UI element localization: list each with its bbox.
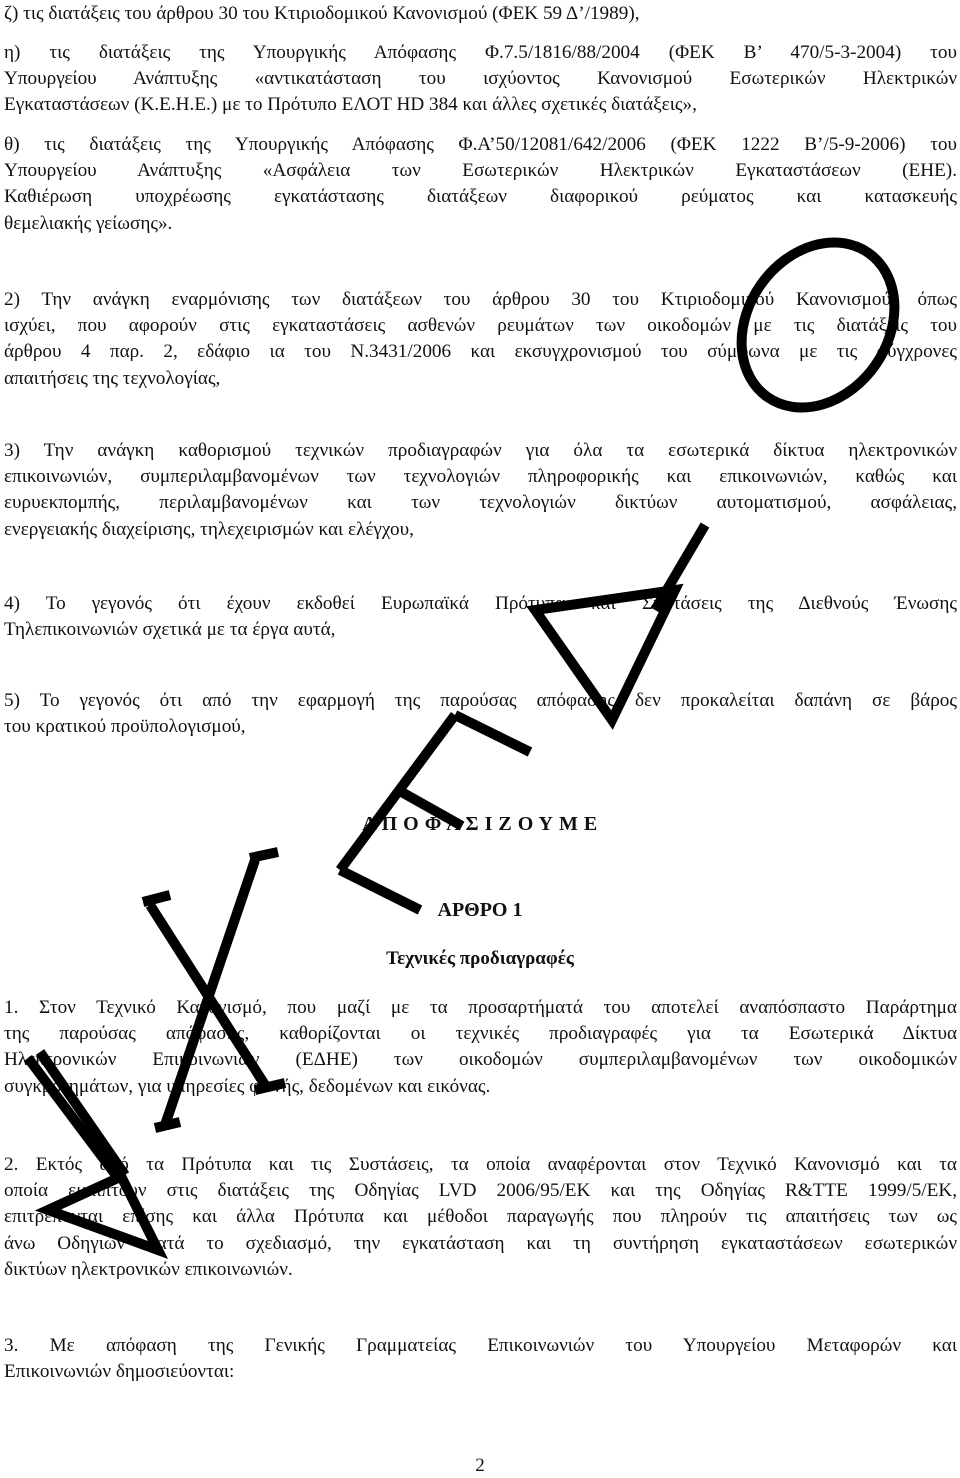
text-line: Επικοινωνιών δημοσιεύονται: bbox=[4, 1361, 235, 1383]
text-line: θ) τις διατάξεις της Υπουργικής Απόφασης Φ.Α’50/12081/642/2006 (ΦΕΚ 1222 Β’/5-9-2006) του bbox=[4, 134, 957, 155]
text-line: συγκροτημάτων, για υπηρεσίες φωνής, δεδομένων και εικόνας. bbox=[4, 1075, 491, 1097]
text-line: η) τις διατάξεις της Υπουργικής Απόφασης Φ.7.5/1816/88/2004 (ΦΕΚ Β’ 470/5-3-2004) του bbox=[4, 42, 957, 63]
paragraph-zeta bbox=[4, 1, 957, 27]
text-line: Υπουργείου Ανάπτυξης «αντικατάσταση του ισχύοντος Κανονισμού Εσωτερικών Ηλεκτρικών bbox=[4, 68, 957, 90]
document-page bbox=[4, 0, 957, 1478]
text-line: της παρούσας απόφασης, καθορίζονται οι τεχνικές προδιαγραφές για τα Εσωτερικά Δίκτυα bbox=[4, 1023, 957, 1045]
text-line: 2) Την ανάγκη εναρμόνισης των διατάξεων του άρθρου 30 του Κτιριοδομικού Κανονισμού, όπως bbox=[4, 289, 957, 310]
paragraph-4 bbox=[4, 591, 957, 643]
text-line: επικοινωνιών, συμπεριλαμβανομένων των τεχνολογιών πληροφορικής και επικοινωνιών, καθώς και bbox=[4, 466, 957, 488]
text-line: οποία εμπίπτουν στις διατάξεις της Οδηγίας LVD 2006/95/ΕΚ και της Οδηγίας R&TTE 1999/5/ΕΚ, bbox=[4, 1180, 957, 1202]
paragraph-2 bbox=[4, 287, 957, 392]
article-paragraph-2 bbox=[4, 1152, 957, 1283]
article-paragraph-3 bbox=[4, 1333, 957, 1385]
text-line: ζ) τις διατάξεις του άρθρου 30 του Κτιριοδομικού Κανονισμού (ΦΕΚ 59 Δ’/1989), bbox=[4, 3, 640, 24]
text-line: 3. Με απόφαση της Γενικής Γραμματείας Επικοινωνιών του Υπουργείου Μεταφορών και bbox=[4, 1335, 957, 1356]
decision-heading: Α Π Ο Φ Α Σ Ι Ζ Ο Υ Μ Ε bbox=[362, 813, 598, 835]
text-line: 1. Στον Τεχνικό Κανονισμό, που μαζί με τα προσαρτήματά του αποτελεί αναπόσπαστο Παράρτημα bbox=[4, 997, 957, 1018]
text-line: άρθρου 4 παρ. 2, εδάφιο ια του Ν.3431/2006 και εκσυγχρονισμού του σύμφωνα με τις σύγχρονες bbox=[4, 341, 957, 363]
text-line: ευρυεκπομπής, περιλαμβανομένων και των τεχνολογιών δικτύων αυτοματισμού, ασφάλειας, bbox=[4, 492, 957, 514]
text-line: 5) Το γεγονός ότι από την εφαρμογή της παρούσας απόφασης δεν προκαλείται δαπάνη σε βάρος bbox=[4, 690, 957, 711]
text-line: άνω Οδηγιών κατά το σχεδιασμό, την εγκατάσταση και τη συντήρηση εγκαταστάσεων εσωτερικών bbox=[4, 1232, 957, 1254]
text-line: δικτύων ηλεκτρονικών επικοινωνιών. bbox=[4, 1258, 293, 1280]
paragraph-theta bbox=[4, 132, 957, 237]
paragraph-eta bbox=[4, 40, 957, 119]
paragraph-3 bbox=[4, 438, 957, 543]
text-line: ισχύει, που αφορούν στις εγκαταστάσεις ασθενών ρευμάτων των οικοδομών με τις διατάξεις του bbox=[4, 315, 957, 337]
article-paragraph-1 bbox=[4, 995, 957, 1100]
text-line: επιτρέπονται επίσης και άλλα Πρότυπα και μέθοδοι παραγωγής που πληρούν τις απαιτήσεις των ως bbox=[4, 1206, 957, 1228]
text-line: 3) Την ανάγκη καθορισμού τεχνικών προδιαγραφών για όλα τα εσωτερικά δίκτυα ηλεκτρονικών bbox=[4, 440, 957, 461]
text-line: Υπουργείου Ανάπτυξης «Ασφάλεια των Εσωτερικών Ηλεκτρικών Εγκαταστάσεων (ΕΗΕ). bbox=[4, 160, 957, 182]
paragraph-5 bbox=[4, 688, 957, 740]
text-line: του κρατικού προϋπολογισμού, bbox=[4, 716, 246, 738]
article-subtitle: Τεχνικές προδιαγραφές bbox=[386, 948, 574, 969]
text-line: Τηλεπικοινωνιών σχετικά με τα έργα αυτά, bbox=[4, 619, 336, 641]
text-line: Καθιέρωση υποχρέωσης εγκατάστασης διατάξεων διαφορικού ρεύματος και κατασκευής bbox=[4, 186, 957, 208]
text-line: ενεργειακής διαχείρισης, τηλεχειρισμών και ελέγχου, bbox=[4, 518, 414, 540]
text-line: απαιτήσεις της τεχνολογίας, bbox=[4, 367, 221, 389]
article-heading: ΑΡΘΡΟ 1 bbox=[437, 899, 523, 921]
text-line: Ηλεκτρονικών Επικοινωνιών (ΕΔΗΕ) των οικοδομών συμπεριλαμβανομένων των οικοδομικών bbox=[4, 1049, 957, 1071]
text-line: 4) Το γεγονός ότι έχουν εκδοθεί Ευρωπαϊκά Πρότυπα και Συστάσεις της Διεθνούς Ένωσης bbox=[4, 593, 957, 614]
text-line: 2. Εκτός από τα Πρότυπα και τις Συστάσεις, τα οποία αναφέρονται στον Τεχνικό Κανονισμό και τα bbox=[4, 1154, 957, 1175]
text-line: Εγκαταστάσεων (Κ.Ε.Η.Ε.) με το Πρότυπο ΕΛΟΤ HD 384 και άλλες σχετικές διατάξεις», bbox=[4, 94, 697, 116]
text-line: θεμελιακής γείωσης». bbox=[4, 212, 173, 234]
page-number: 2 bbox=[475, 1455, 485, 1476]
